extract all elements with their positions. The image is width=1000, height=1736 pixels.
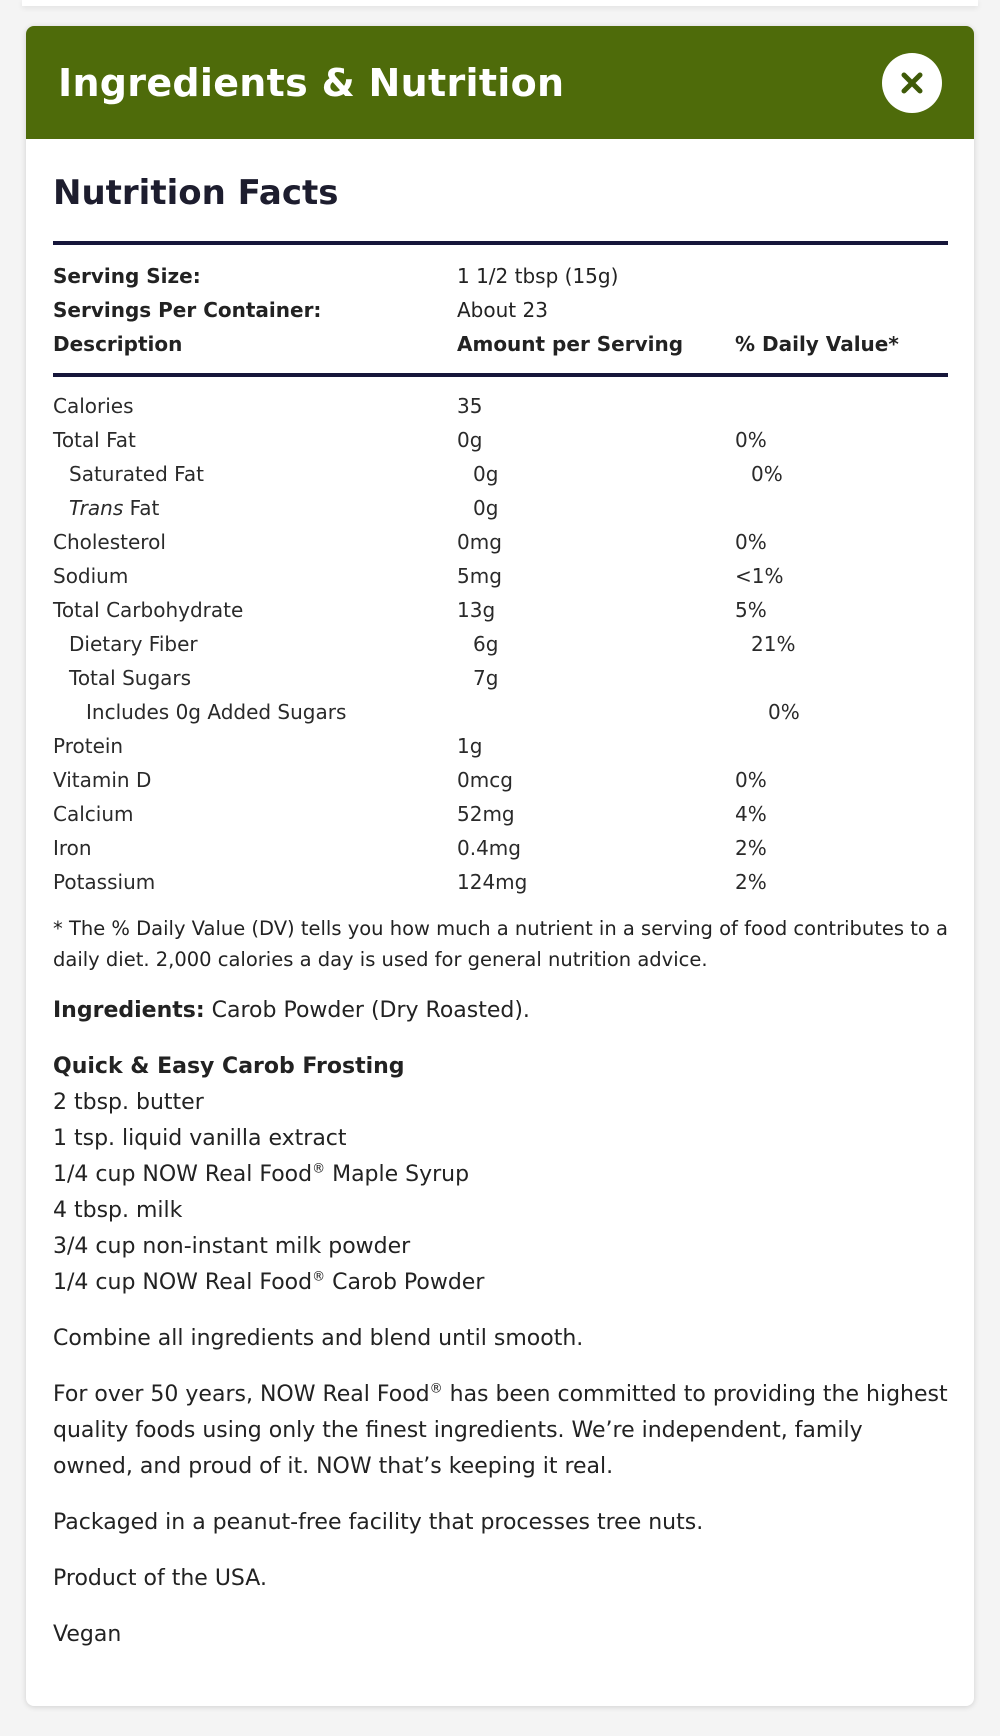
- recipe-line: [53, 1157, 948, 1193]
- nutrient-name-text: Total Carbohydrate: [53, 598, 244, 622]
- modal-body: [26, 139, 974, 1653]
- nutrient-amount: 1g: [457, 734, 483, 758]
- daily-value-footnote: * The % Daily Value (DV) tells you how much a nutrient in a serving of food contributes to a daily diet. 2,000 calories a day is used for general nutrition advice.: [53, 917, 948, 971]
- recipe-line-text: 1 tsp. liquid vanilla extract: [53, 1126, 347, 1151]
- recipe-line-tail: Maple Syrup: [325, 1162, 470, 1187]
- nutrient-row: [53, 491, 948, 525]
- nutrient-daily-value: 0%: [768, 700, 800, 724]
- nutrient-amount: 7g: [473, 666, 499, 690]
- recipe-line: [53, 1085, 948, 1121]
- nutrient-amount: 0mcg: [457, 768, 513, 792]
- nutrient-row: [53, 763, 948, 797]
- servings-label: Servings Per Container:: [53, 298, 322, 322]
- recipe-line-text: 1/4 cup NOW Real Food: [53, 1162, 313, 1187]
- nutrient-name: [53, 530, 457, 554]
- nutrient-row: [53, 423, 948, 457]
- servings-per-container-row: [53, 293, 948, 327]
- recipe-title: Quick & Easy Carob Frosting: [53, 1054, 405, 1079]
- nutrient-daily-value: 4%: [735, 802, 767, 826]
- nutrient-amount: 35: [457, 394, 483, 418]
- packaging-text: Packaged in a peanut-free facility that processes tree nuts.: [53, 1510, 704, 1535]
- nutrient-name-text: Cholesterol: [53, 530, 166, 554]
- nutrient-name: [53, 768, 457, 792]
- nutrient-amount: 0g: [473, 462, 499, 486]
- nutrient-name-italic: Trans: [69, 496, 124, 520]
- nutrient-daily-value: 0%: [735, 530, 767, 554]
- nutrition-facts-title: Nutrition Facts: [53, 173, 339, 213]
- nutrient-row: [53, 831, 948, 865]
- header-daily-value: % Daily Value*: [735, 332, 899, 356]
- nutrient-name-text: Calories: [53, 394, 134, 418]
- nutrient-daily-value: 2%: [735, 836, 767, 860]
- recipe: [53, 1049, 948, 1301]
- recipe-line-text: 2 tbsp. butter: [53, 1090, 204, 1115]
- nutrient-table: [53, 389, 948, 899]
- serving-size-label: Serving Size:: [53, 264, 201, 288]
- nutrient-name: [53, 802, 457, 826]
- recipe-lines: [53, 1085, 948, 1301]
- nutrient-name: [53, 700, 490, 724]
- nutrient-name: [53, 666, 473, 690]
- nutrient-name-text: Protein: [53, 734, 124, 758]
- nutrient-amount: 0g: [457, 428, 483, 452]
- nutrient-amount: 6g: [473, 632, 499, 656]
- ingredients-label: Ingredients:: [53, 998, 205, 1023]
- diet-text: Vegan: [53, 1622, 122, 1647]
- nutrient-name-text: Dietary Fiber: [69, 632, 198, 656]
- recipe-line-text: 3/4 cup non-instant milk powder: [53, 1234, 411, 1259]
- nutrient-amount: 0g: [473, 496, 499, 520]
- about-lead: For over 50 years, NOW Real Food: [53, 1382, 430, 1407]
- ingredients-nutrition-modal: [26, 26, 974, 1706]
- nutrient-name-text: Sodium: [53, 564, 129, 588]
- column-headers: [53, 327, 948, 361]
- close-button[interactable]: [882, 53, 942, 113]
- nutrient-row: [53, 593, 948, 627]
- nutrient-name-text: Fat: [123, 496, 160, 520]
- modal-title: Ingredients & Nutrition: [58, 60, 565, 105]
- nutrient-name-text: Calcium: [53, 802, 134, 826]
- registered-mark: ®: [312, 1161, 326, 1177]
- nutrient-row: [53, 729, 948, 763]
- divider: [53, 373, 948, 377]
- nutrient-row: [53, 457, 948, 491]
- origin-text: Product of the USA.: [53, 1566, 267, 1591]
- nutrient-daily-value: <1%: [735, 564, 784, 588]
- serving-size-value: 1 1/2 tbsp (15g): [457, 264, 619, 288]
- nutrient-name-text: Total Sugars: [69, 666, 192, 690]
- nutrient-name-text: Iron: [53, 836, 92, 860]
- recipe-instructions: Combine all ingredients and blend until smooth.: [53, 1326, 584, 1351]
- nutrient-row: [53, 797, 948, 831]
- nutrient-amount: 0mg: [457, 530, 502, 554]
- serving-size-row: [53, 259, 948, 293]
- nutrient-row: [53, 389, 948, 423]
- nutrient-name: [53, 632, 473, 656]
- serving-info: [53, 259, 948, 361]
- nutrient-amount: 0.4mg: [457, 836, 521, 860]
- nutrient-amount: 124mg: [457, 870, 528, 894]
- header-description: Description: [53, 332, 183, 356]
- nutrient-name: [53, 462, 473, 486]
- nutrient-row: [53, 627, 948, 661]
- close-icon: [899, 70, 925, 96]
- recipe-line-text: 1/4 cup NOW Real Food: [53, 1270, 313, 1295]
- divider: [53, 241, 948, 245]
- page-top-edge: [22, 0, 978, 6]
- nutrient-name-text: Total Fat: [53, 428, 136, 452]
- nutrient-name-text: Vitamin D: [53, 768, 152, 792]
- nutrient-name: [53, 734, 457, 758]
- nutrient-name-text: Potassium: [53, 870, 156, 894]
- nutrient-row: [53, 559, 948, 593]
- nutrient-name: [53, 836, 457, 860]
- ingredients-text: Carob Powder (Dry Roasted).: [204, 998, 530, 1023]
- nutrient-amount: 5mg: [457, 564, 502, 588]
- nutrient-name: [53, 428, 457, 452]
- nutrient-name: [53, 564, 457, 588]
- registered-mark: ®: [312, 1269, 326, 1285]
- about-text: [53, 1377, 948, 1485]
- modal-header: [26, 26, 974, 139]
- nutrient-row: [53, 695, 948, 729]
- nutrient-row: [53, 525, 948, 559]
- recipe-line: [53, 1229, 948, 1265]
- recipe-line: [53, 1121, 948, 1157]
- nutrient-daily-value: 0%: [735, 428, 767, 452]
- recipe-line: [53, 1193, 948, 1229]
- nutrient-amount: 13g: [457, 598, 496, 622]
- nutrient-row: [53, 661, 948, 695]
- nutrient-name: [53, 394, 457, 418]
- nutrient-daily-value: 0%: [735, 768, 767, 792]
- recipe-line-text: 4 tbsp. milk: [53, 1198, 183, 1223]
- nutrient-name-text: Includes 0g Added Sugars: [86, 700, 347, 724]
- nutrient-daily-value: 2%: [735, 870, 767, 894]
- nutrient-daily-value: 0%: [751, 462, 783, 486]
- ingredients-line: [53, 993, 948, 1029]
- recipe-line: [53, 1265, 948, 1301]
- header-amount: Amount per Serving: [457, 332, 684, 356]
- recipe-line-tail: Carob Powder: [325, 1270, 485, 1295]
- nutrient-daily-value: 21%: [751, 632, 796, 656]
- nutrient-name: [53, 870, 457, 894]
- nutrient-name: [53, 598, 457, 622]
- nutrient-row: [53, 865, 948, 899]
- registered-mark: ®: [429, 1381, 443, 1397]
- nutrient-name: [53, 496, 473, 520]
- nutrient-name-text: Saturated Fat: [69, 462, 204, 486]
- nutrient-daily-value: 5%: [735, 598, 767, 622]
- servings-value: About 23: [457, 298, 548, 322]
- about-rest: has been committed to providing the highest quality foods using only the finest ingredients. We’re independent, family owned, and proud of it. NOW that’s keeping it real.: [53, 1382, 948, 1479]
- nutrient-amount: 52mg: [457, 802, 515, 826]
